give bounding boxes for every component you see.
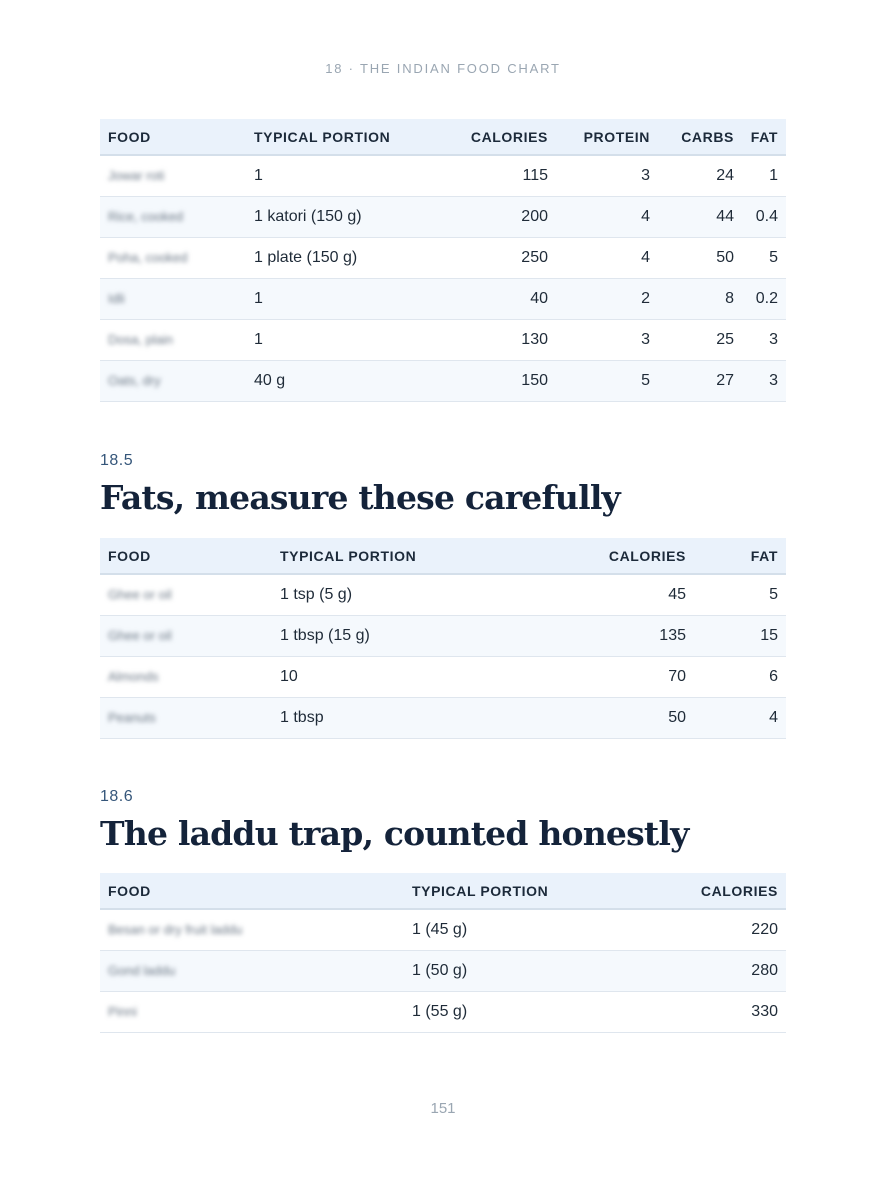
food-cell (100, 197, 246, 238)
portion-cell: 1 (246, 279, 430, 320)
calories-cell: 200 (430, 197, 556, 238)
fat-cell: 3 (742, 320, 786, 361)
food-name: Oats, dry (108, 373, 161, 388)
header-food: FOOD (100, 119, 246, 155)
food-name: Ghee or oil (108, 628, 172, 643)
fat-cell: 5 (694, 574, 786, 616)
fat-cell: 4 (694, 698, 786, 739)
calories-cell: 280 (620, 951, 786, 992)
carbs-cell: 44 (658, 197, 742, 238)
carbs-cell: 24 (658, 155, 742, 197)
fat-cell: 15 (694, 616, 786, 657)
food-cell (100, 951, 404, 992)
portion-cell: 1 (246, 155, 430, 197)
food-cell (100, 238, 246, 279)
table-row (100, 992, 786, 1033)
food-name: Almonds (108, 669, 159, 684)
calories-cell: 250 (430, 238, 556, 279)
fats-table (100, 538, 786, 739)
food-name: Gond laddu (108, 963, 176, 978)
header-carbs: CARBS (658, 119, 742, 155)
portion-cell: 1 tbsp (15 g) (272, 616, 538, 657)
food-cell (100, 155, 246, 197)
protein-cell: 4 (556, 238, 658, 279)
carbs-cell: 27 (658, 361, 742, 402)
protein-cell: 3 (556, 155, 658, 197)
section-title: The laddu trap, counted honestly (100, 814, 689, 853)
protein-cell: 4 (556, 197, 658, 238)
carbs-cell: 8 (658, 279, 742, 320)
protein-cell: 3 (556, 320, 658, 361)
portion-cell: 40 g (246, 361, 430, 402)
protein-cell: 5 (556, 361, 658, 402)
staples-table (100, 119, 786, 402)
table-row (100, 238, 786, 279)
food-cell (100, 909, 404, 951)
calories-cell: 40 (430, 279, 556, 320)
table-row (100, 320, 786, 361)
section-number: 18.6 (100, 788, 134, 805)
laddu-table (100, 873, 786, 1033)
food-cell (100, 657, 272, 698)
table-header-row (100, 873, 786, 909)
table-row (100, 197, 786, 238)
header-protein: PROTEIN (556, 119, 658, 155)
header-portion: TYPICAL PORTION (246, 119, 430, 155)
calories-cell: 220 (620, 909, 786, 951)
table-row (100, 909, 786, 951)
food-cell (100, 320, 246, 361)
table-row (100, 361, 786, 402)
section-number: 18.5 (100, 452, 134, 469)
table-header-row (100, 538, 786, 574)
food-name: Peanuts (108, 710, 156, 725)
food-name: Jowar roti (108, 168, 165, 183)
fat-cell: 5 (742, 238, 786, 279)
protein-cell: 2 (556, 279, 658, 320)
food-name: Besan or dry fruit laddu (108, 922, 243, 937)
calories-cell: 115 (430, 155, 556, 197)
fat-cell: 0.4 (742, 197, 786, 238)
food-name: Ghee or oil (108, 587, 172, 602)
food-cell (100, 574, 272, 616)
portion-cell: 1 (50 g) (404, 951, 620, 992)
portion-cell: 1 (55 g) (404, 992, 620, 1033)
header-portion: TYPICAL PORTION (404, 873, 620, 909)
portion-cell: 1 (246, 320, 430, 361)
calories-cell: 45 (538, 574, 694, 616)
portion-cell: 1 (45 g) (404, 909, 620, 951)
header-fat: FAT (742, 119, 786, 155)
table-row (100, 657, 786, 698)
fat-cell: 3 (742, 361, 786, 402)
header-food: FOOD (100, 873, 404, 909)
table-row (100, 155, 786, 197)
fat-cell: 6 (694, 657, 786, 698)
food-cell (100, 616, 272, 657)
table-row (100, 279, 786, 320)
calories-cell: 135 (538, 616, 694, 657)
calories-cell: 70 (538, 657, 694, 698)
fat-cell: 0.2 (742, 279, 786, 320)
section-title: Fats, measure these carefully (100, 478, 620, 517)
calories-cell: 50 (538, 698, 694, 739)
header-portion: TYPICAL PORTION (272, 538, 538, 574)
page-number: 151 (430, 1100, 456, 1117)
food-cell (100, 992, 404, 1033)
food-cell (100, 361, 246, 402)
table-header-row (100, 119, 786, 155)
fat-cell: 1 (742, 155, 786, 197)
food-name: Dosa, plain (108, 332, 174, 347)
portion-cell: 1 tsp (5 g) (272, 574, 538, 616)
portion-cell: 1 plate (150 g) (246, 238, 430, 279)
carbs-cell: 25 (658, 320, 742, 361)
calories-cell: 130 (430, 320, 556, 361)
portion-cell: 1 katori (150 g) (246, 197, 430, 238)
table-row (100, 616, 786, 657)
header-calories: CALORIES (430, 119, 556, 155)
running-head: 18 · THE INDIAN FOOD CHART (325, 61, 561, 76)
food-cell (100, 698, 272, 739)
table-row (100, 574, 786, 616)
carbs-cell: 50 (658, 238, 742, 279)
table-row (100, 951, 786, 992)
food-name: Rice, cooked (108, 209, 184, 224)
header-fat: FAT (694, 538, 786, 574)
portion-cell: 10 (272, 657, 538, 698)
food-name: Idli (108, 291, 125, 306)
calories-cell: 150 (430, 361, 556, 402)
header-calories: CALORIES (620, 873, 786, 909)
table-row (100, 698, 786, 739)
header-calories: CALORIES (538, 538, 694, 574)
food-cell (100, 279, 246, 320)
header-food: FOOD (100, 538, 272, 574)
food-name: Poha, cooked (108, 250, 188, 265)
calories-cell: 330 (620, 992, 786, 1033)
food-name: Pinni (108, 1004, 137, 1019)
portion-cell: 1 tbsp (272, 698, 538, 739)
